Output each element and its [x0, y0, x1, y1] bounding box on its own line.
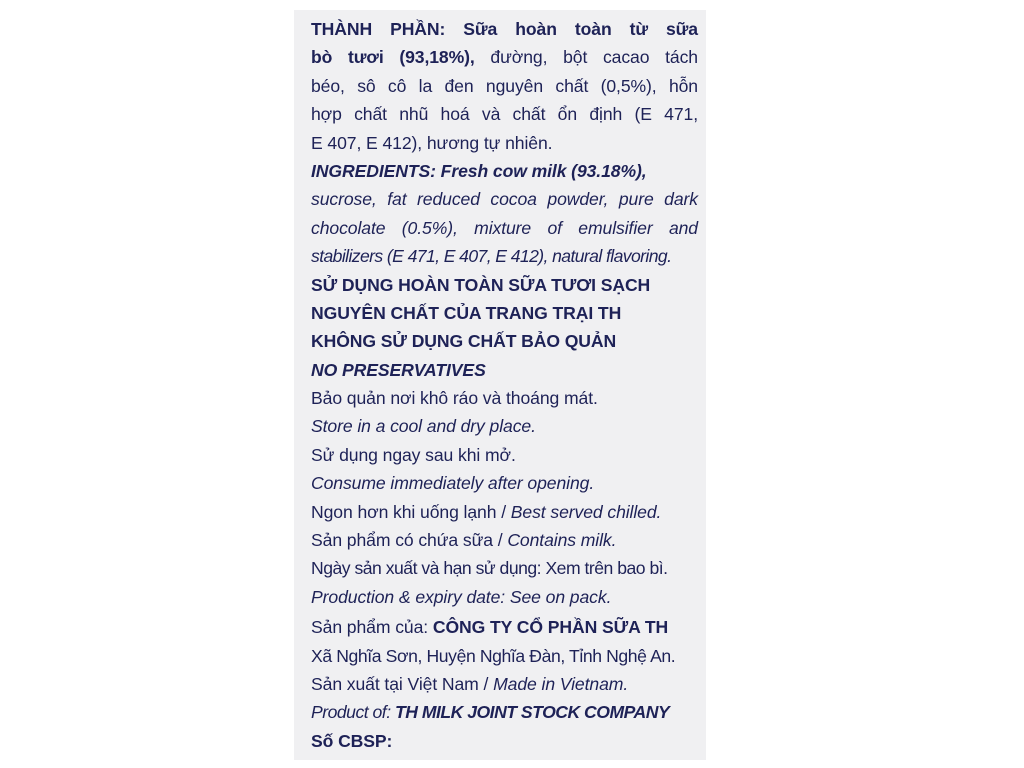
claim-line-3: KHÔNG SỬ DỤNG CHẤT BẢO QUẢN [311, 331, 617, 352]
ingredients-vi-line-5: E 407, E 412), hương tự nhiên. [311, 132, 553, 153]
dates-vi: Ngày sản xuất và hạn sử dụng: Xem trên bao bì. [311, 558, 668, 579]
storage-vi: Bảo quản nơi khô ráo và thoáng mát. [311, 388, 598, 409]
dates-en: Production & expiry date: See on pack. [311, 586, 612, 607]
ingredients-en-line-3: chocolate (0.5%), mixture of emulsifier and [311, 217, 698, 238]
ingredients-vi-line-4: hợp chất nhũ hoá và chất ổn định (E 471, [311, 104, 698, 125]
manufacturer-address: Xã Nghĩa Sơn, Huyện Nghĩa Đàn, Tỉnh Nghệ An. [311, 645, 676, 666]
usage-vi: Sử dụng ngay sau khi mở. [311, 444, 516, 465]
ingredients-vi-heading: THÀNH PHẦN: [311, 19, 446, 39]
manufacturer-en: Product of: TH MILK JOINT STOCK COMPANY [311, 702, 670, 723]
ingredients-en-heading: INGREDIENTS: Fresh cow milk (93.18%), [311, 160, 647, 181]
serving-line: Ngon hơn khi uống lạnh / Best served chilled. [311, 501, 662, 522]
manufacturer-vi: Sản phẩm của: CÔNG TY CỔ PHẦN SỮA TH [311, 617, 669, 638]
claim-no-preservatives: NO PRESERVATIVES [311, 359, 486, 380]
ingredients-vi-line-2: bò tươi (93,18%), đường, bột cacao tách [311, 47, 698, 68]
claim-line-1: SỬ DỤNG HOÀN TOÀN SỮA TƯƠI SẠCH [311, 274, 651, 295]
storage-en: Store in a cool and dry place. [311, 416, 536, 437]
allergen-line: Sản phẩm có chứa sữa / Contains milk. [311, 530, 617, 551]
ingredients-vi-line-3: béo, sô cô la đen nguyên chất (0,5%), hỗn [311, 75, 698, 96]
made-in-line: Sản xuất tại Việt Nam / Made in Vietnam. [311, 673, 629, 694]
ingredients-en-line-2: sucrose, fat reduced cocoa powder, pure dark [311, 189, 698, 210]
ingredients-vi-line-1: THÀNH PHẦN: Sữa hoàn toàn từ sữa [311, 19, 698, 39]
usage-en: Consume immediately after opening. [311, 473, 595, 494]
ingredients-en-line-4: stabilizers (E 471, E 407, E 412), natural flavoring. [311, 246, 672, 267]
cbsp-line: Số CBSP: [311, 730, 393, 751]
claim-line-2: NGUYÊN CHẤT CỦA TRANG TRẠI TH [311, 302, 622, 323]
product-label-panel [294, 10, 706, 760]
